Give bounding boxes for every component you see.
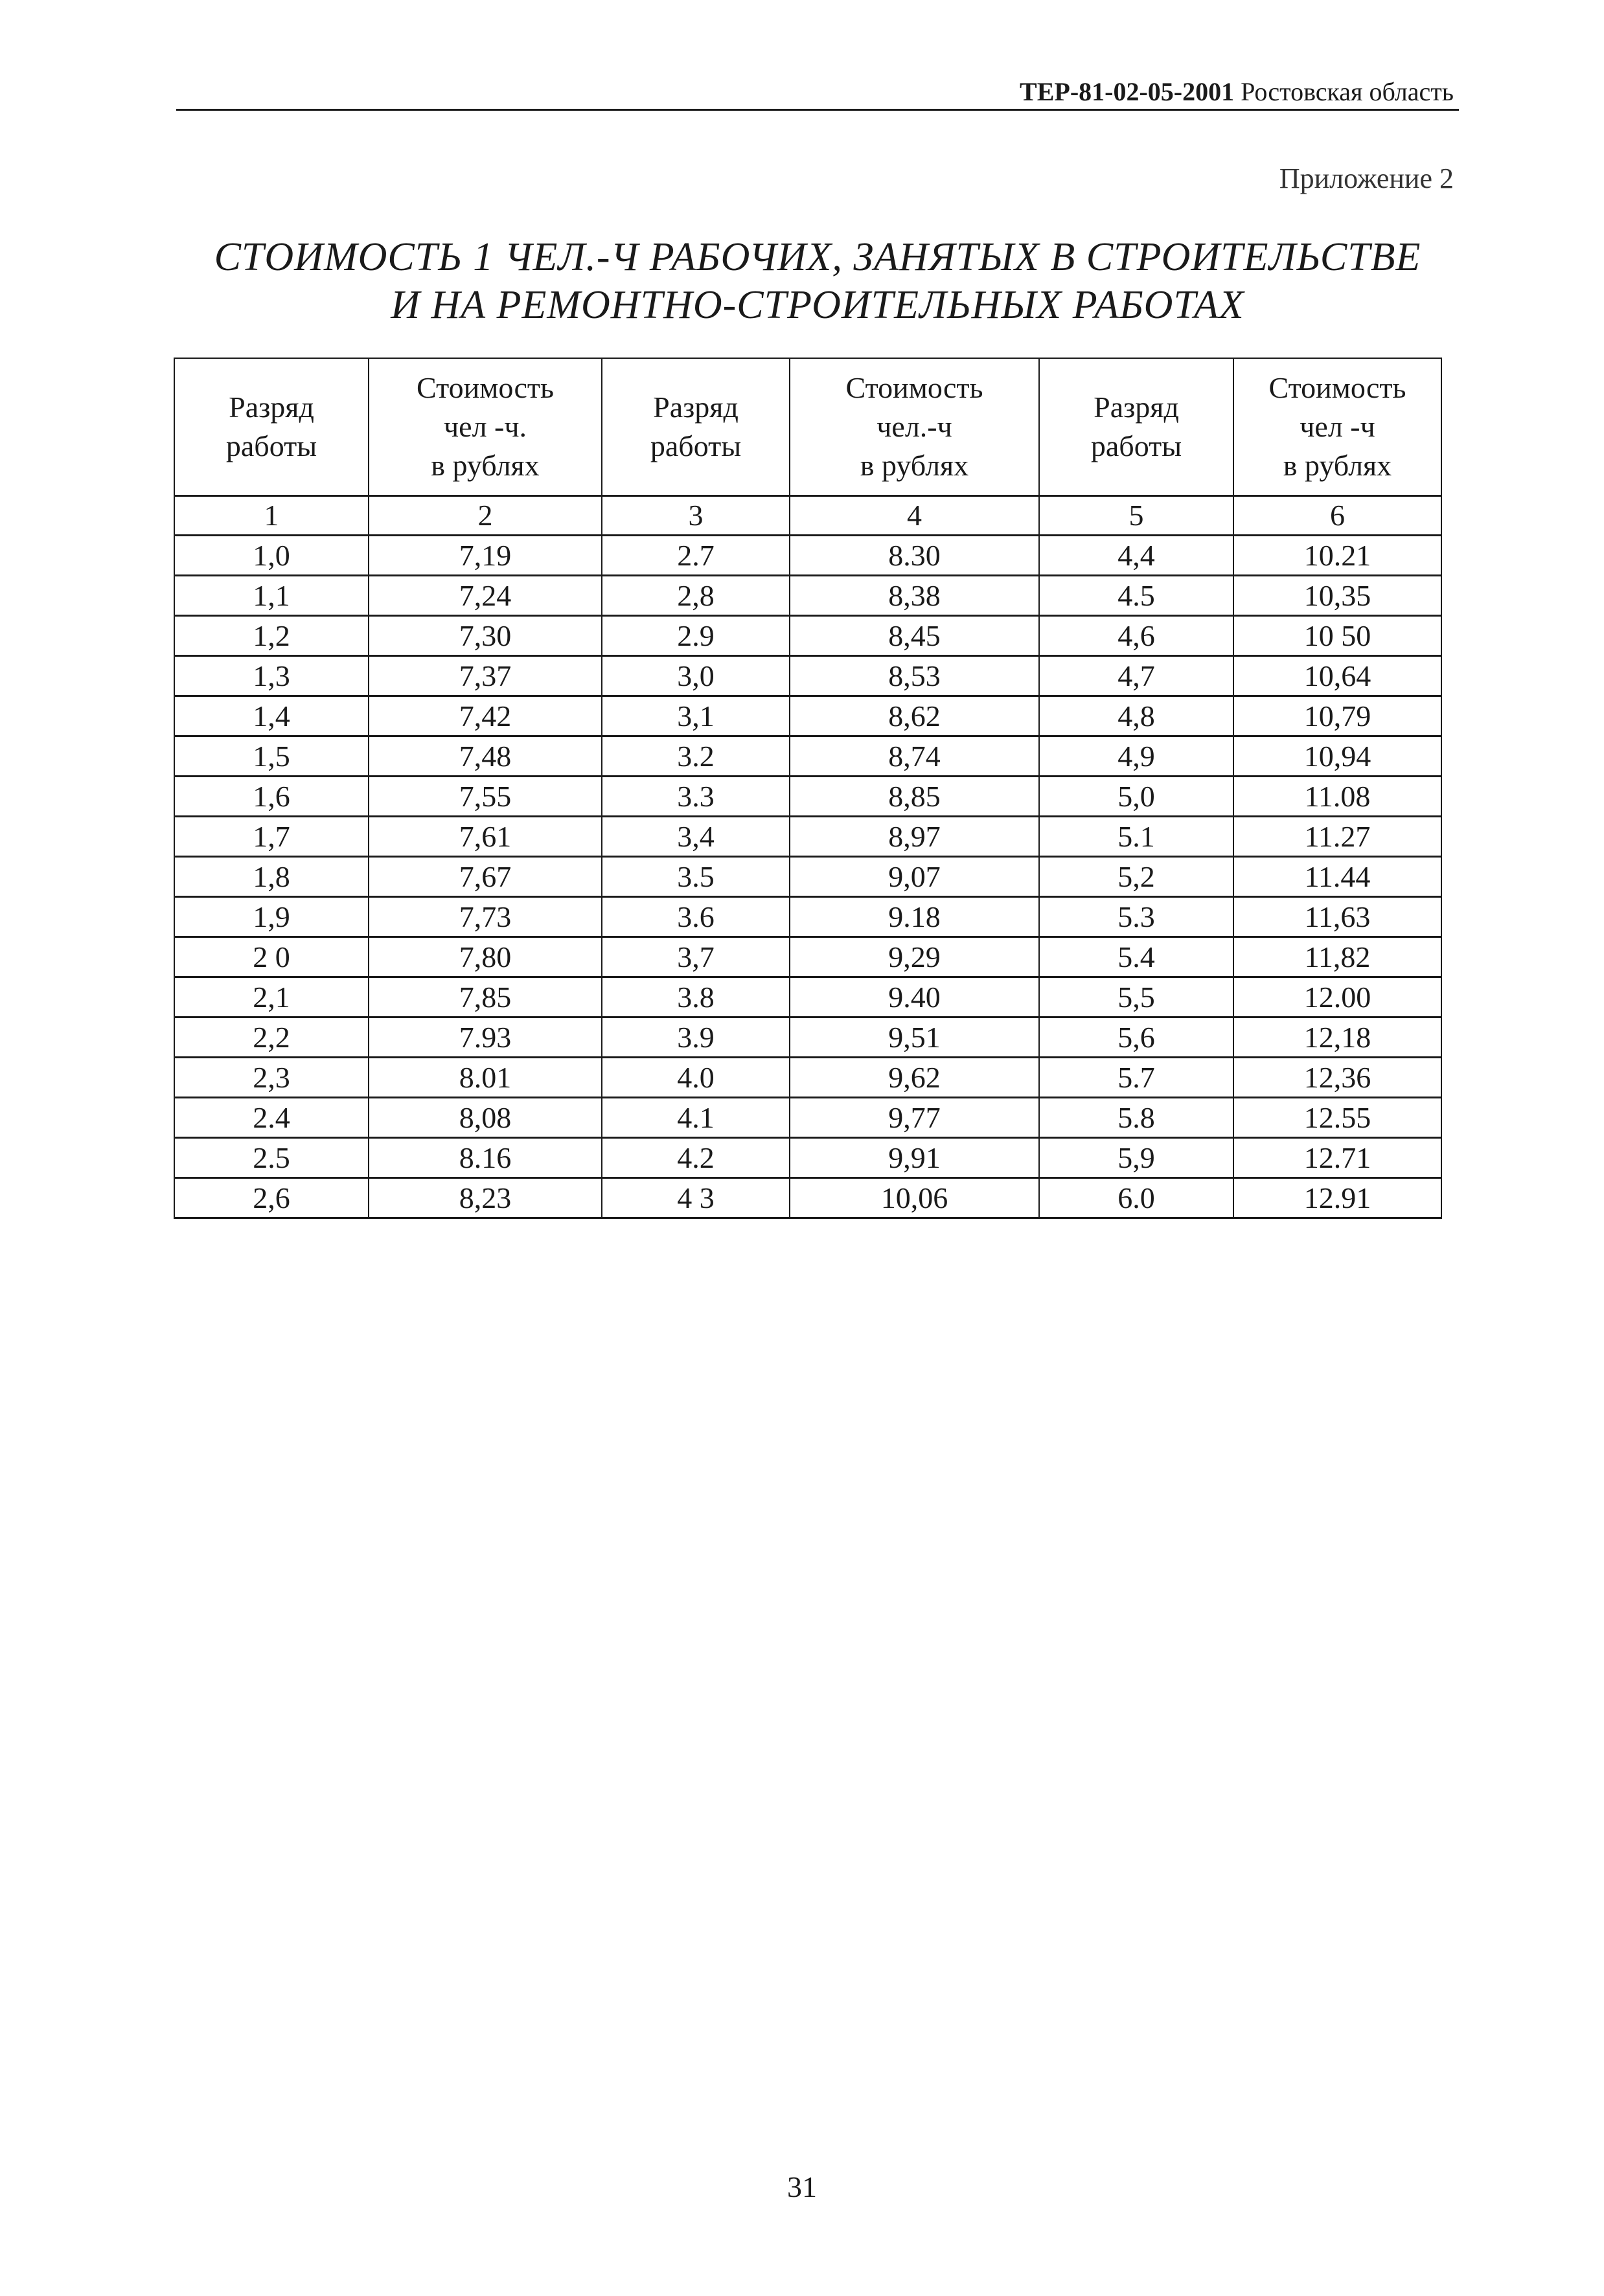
grade-cell: 1,8: [174, 857, 369, 897]
cost-cell: 9,51: [790, 1017, 1039, 1058]
cost-cell: 7,80: [369, 937, 602, 977]
grade-cell: 1,2: [174, 616, 369, 656]
cost-cell: 7,55: [369, 777, 602, 817]
table-row: [174, 977, 1441, 1017]
table-row: [174, 1178, 1441, 1218]
table-row: [174, 1098, 1441, 1138]
page-number: 31: [787, 2170, 817, 2203]
grade-cell: 1,4: [174, 696, 369, 736]
table-row: [174, 736, 1441, 777]
grade-cell: 5,5: [1039, 977, 1233, 1017]
grade-cell: 2,1: [174, 977, 369, 1017]
cost-cell: 10.21: [1233, 536, 1441, 576]
grade-cell: 5.4: [1039, 937, 1233, 977]
column-number: 3: [602, 496, 790, 536]
grade-cell: 1,5: [174, 736, 369, 777]
grade-cell: 3,1: [602, 696, 790, 736]
grade-cell: 5,6: [1039, 1017, 1233, 1058]
cost-cell: 9,07: [790, 857, 1039, 897]
cost-cell: 8,62: [790, 696, 1039, 736]
cost-cell: 8,74: [790, 736, 1039, 777]
table-row: [174, 1058, 1441, 1098]
cost-cell: 12.55: [1233, 1098, 1441, 1138]
header-grade-2: Разряд работы: [602, 358, 790, 496]
table-row: [174, 857, 1441, 897]
cost-cell: 7,67: [369, 857, 602, 897]
cost-cell: 12,18: [1233, 1017, 1441, 1058]
cost-cell: 11.44: [1233, 857, 1441, 897]
cost-cell: 8.16: [369, 1138, 602, 1178]
grade-cell: 5.3: [1039, 897, 1233, 937]
grade-cell: 4.5: [1039, 576, 1233, 616]
cost-cell: 8,08: [369, 1098, 602, 1138]
grade-cell: 4,9: [1039, 736, 1233, 777]
table-row: [174, 656, 1441, 696]
cost-cell: 7,42: [369, 696, 602, 736]
grade-cell: 6.0: [1039, 1178, 1233, 1218]
cost-cell: 7,30: [369, 616, 602, 656]
cost-cell: 11.27: [1233, 817, 1441, 857]
cost-cell: 11,82: [1233, 937, 1441, 977]
column-number: 4: [790, 496, 1039, 536]
grade-cell: 3.5: [602, 857, 790, 897]
title-line-2: И НА РЕМОНТНО-СТРОИТЕЛЬНЫХ РАБОТАХ: [391, 283, 1244, 327]
header-cost-3: Стоимость чел -ч в рублях: [1233, 358, 1441, 496]
cost-cell: 10,06: [790, 1178, 1039, 1218]
grade-cell: 2.4: [174, 1098, 369, 1138]
grade-cell: 2,3: [174, 1058, 369, 1098]
rates-table: [174, 358, 1442, 1219]
table-row: [174, 1138, 1441, 1178]
grade-cell: 2 0: [174, 937, 369, 977]
cost-cell: 10,79: [1233, 696, 1441, 736]
grade-cell: 1,7: [174, 817, 369, 857]
cost-cell: 9.40: [790, 977, 1039, 1017]
header-cost-1: Стоимость чел -ч. в рублях: [369, 358, 602, 496]
cost-cell: 9,91: [790, 1138, 1039, 1178]
cost-cell: 12.00: [1233, 977, 1441, 1017]
cost-cell: 8,23: [369, 1178, 602, 1218]
grade-cell: 1,6: [174, 777, 369, 817]
cost-cell: 10 50: [1233, 616, 1441, 656]
header-cost-2: Стоимость чел.-ч в рублях: [790, 358, 1039, 496]
grade-cell: 5.1: [1039, 817, 1233, 857]
grade-cell: 3.3: [602, 777, 790, 817]
cost-cell: 8,97: [790, 817, 1039, 857]
grade-cell: 5,2: [1039, 857, 1233, 897]
cost-cell: 9,29: [790, 937, 1039, 977]
table-row: [174, 696, 1441, 736]
cost-cell: 11,63: [1233, 897, 1441, 937]
grade-cell: 4,8: [1039, 696, 1233, 736]
cost-cell: 7,37: [369, 656, 602, 696]
column-number: 1: [174, 496, 369, 536]
cost-cell: 12.91: [1233, 1178, 1441, 1218]
table-row: [174, 937, 1441, 977]
grade-cell: 5,9: [1039, 1138, 1233, 1178]
grade-cell: 3.2: [602, 736, 790, 777]
cost-cell: 7,85: [369, 977, 602, 1017]
grade-cell: 1,3: [174, 656, 369, 696]
cost-cell: 12,36: [1233, 1058, 1441, 1098]
region-name: Ростовская область: [1241, 77, 1454, 106]
cost-cell: 7,73: [369, 897, 602, 937]
grade-cell: 5,0: [1039, 777, 1233, 817]
grade-cell: 2,6: [174, 1178, 369, 1218]
grade-cell: 3,4: [602, 817, 790, 857]
column-number: 2: [369, 496, 602, 536]
cost-cell: 7.93: [369, 1017, 602, 1058]
header-grade-1: Разряд работы: [174, 358, 369, 496]
cost-cell: 7,48: [369, 736, 602, 777]
document-code: ТЕР-81-02-05-2001: [1020, 77, 1235, 106]
column-number: 6: [1233, 496, 1441, 536]
grade-cell: 1,0: [174, 536, 369, 576]
cost-cell: 8,45: [790, 616, 1039, 656]
grade-cell: 5.8: [1039, 1098, 1233, 1138]
cost-cell: 9.18: [790, 897, 1039, 937]
cost-cell: 9,77: [790, 1098, 1039, 1138]
cost-cell: 9,62: [790, 1058, 1039, 1098]
cost-cell: 8.30: [790, 536, 1039, 576]
table-row: [174, 536, 1441, 576]
cost-cell: 7,19: [369, 536, 602, 576]
grade-cell: 2,8: [602, 576, 790, 616]
running-header: [1020, 76, 1454, 107]
grade-cell: 4.2: [602, 1138, 790, 1178]
grade-cell: 3.8: [602, 977, 790, 1017]
cost-cell: 8,53: [790, 656, 1039, 696]
cost-cell: 10,35: [1233, 576, 1441, 616]
grade-cell: 3.9: [602, 1017, 790, 1058]
table-row: [174, 777, 1441, 817]
header-row: [174, 358, 1441, 496]
grade-cell: 1,9: [174, 897, 369, 937]
cost-cell: 10,64: [1233, 656, 1441, 696]
grade-cell: 2.9: [602, 616, 790, 656]
grade-cell: 2.7: [602, 536, 790, 576]
grade-cell: 4,7: [1039, 656, 1233, 696]
cost-cell: 8,85: [790, 777, 1039, 817]
cost-cell: 11.08: [1233, 777, 1441, 817]
cost-cell: 12.71: [1233, 1138, 1441, 1178]
table-row: [174, 897, 1441, 937]
grade-cell: 4 3: [602, 1178, 790, 1218]
grade-cell: 4,4: [1039, 536, 1233, 576]
cost-cell: 8.01: [369, 1058, 602, 1098]
grade-cell: 1,1: [174, 576, 369, 616]
title-line-1: СТОИМОСТЬ 1 ЧЕЛ.-Ч РАБОЧИХ, ЗАНЯТЫХ В СТРОИТЕЛЬСТВЕ: [214, 235, 1421, 279]
cost-cell: 8,38: [790, 576, 1039, 616]
table-row: [174, 576, 1441, 616]
header-rule: [176, 109, 1459, 111]
cost-cell: 10,94: [1233, 736, 1441, 777]
table-row: [174, 1017, 1441, 1058]
grade-cell: 5.7: [1039, 1058, 1233, 1098]
grade-cell: 3,7: [602, 937, 790, 977]
table-row: [174, 817, 1441, 857]
column-number-row: [174, 496, 1441, 536]
cost-cell: 7,61: [369, 817, 602, 857]
appendix-label: Приложение 2: [1279, 163, 1454, 194]
grade-cell: 4.0: [602, 1058, 790, 1098]
grade-cell: 3,0: [602, 656, 790, 696]
cost-cell: 7,24: [369, 576, 602, 616]
grade-cell: 2,2: [174, 1017, 369, 1058]
page-title: [176, 233, 1459, 329]
grade-cell: 4.1: [602, 1098, 790, 1138]
header-grade-3: Разряд работы: [1039, 358, 1233, 496]
grade-cell: 4,6: [1039, 616, 1233, 656]
column-number: 5: [1039, 496, 1233, 536]
table-row: [174, 616, 1441, 656]
grade-cell: 2.5: [174, 1138, 369, 1178]
grade-cell: 3.6: [602, 897, 790, 937]
